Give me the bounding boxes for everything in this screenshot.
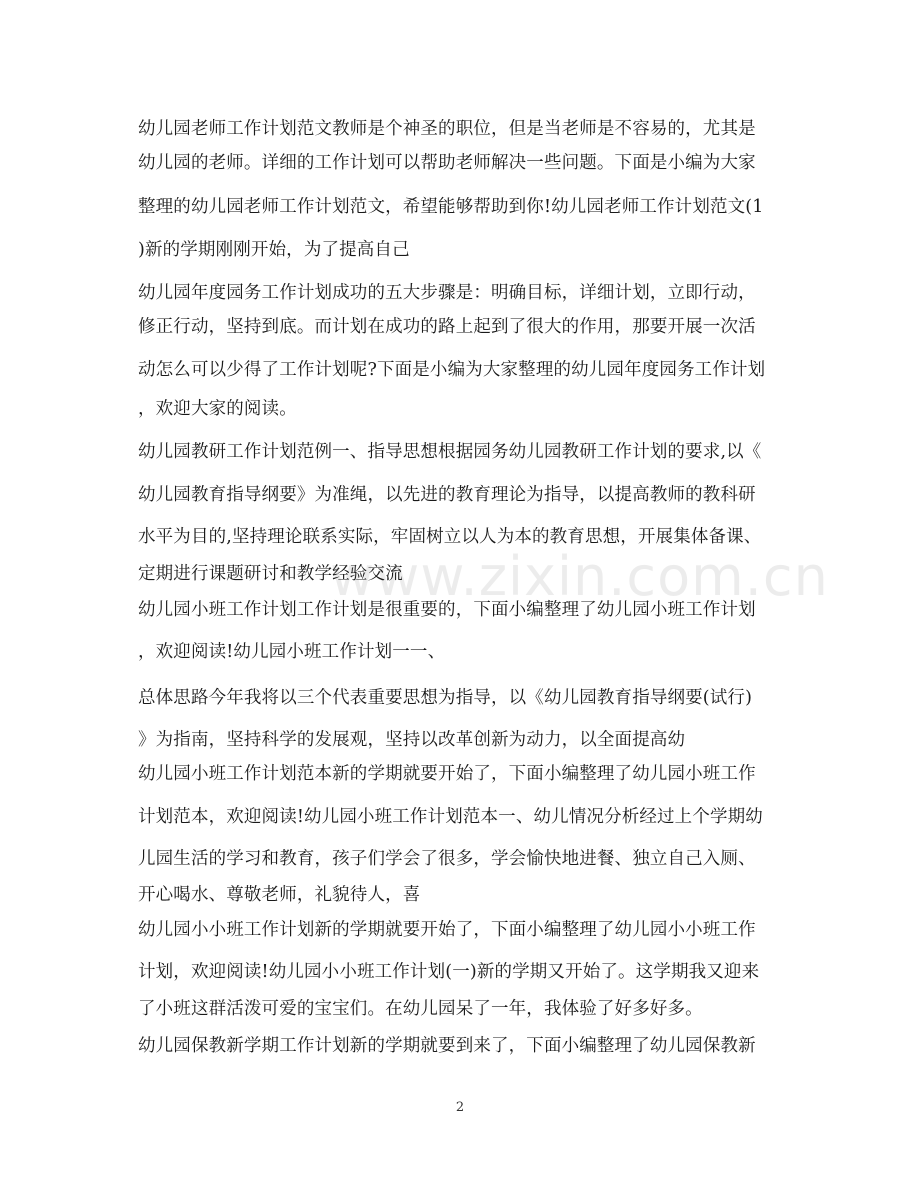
text-line: 整理的幼儿园老师工作计划范文，希望能够帮助到你!幼儿园老师工作计划范文(1 (138, 197, 764, 217)
text-line: 幼儿园老师工作计划范文教师是个神圣的职位，但是当老师是不容易的，尤其是 (138, 119, 756, 139)
text-line: 》为指南，坚持科学的发展观，坚持以改革创新为动力，以全面提高幼 (138, 730, 686, 750)
text-line: 幼儿园的老师。详细的工作计划可以帮助老师解决一些问题。下面是小编为大家 (138, 153, 756, 173)
text-line: 幼儿园教育指导纲要》为准绳，以先进的教育理论为指导，以提高教师的教科研 (138, 485, 756, 505)
text-line: )新的学期刚刚开始，为了提高自己 (138, 240, 410, 260)
text-line: 修正行动，坚持到底。而计划在成功的路上起到了很大的作用，那要开展一次活 (138, 317, 756, 337)
text-line: 儿园生活的学习和教育，孩子们学会了很多，学会愉快地进餐、独立自己入厕、 (138, 849, 756, 869)
text-line: 开心喝水、尊敬老师，礼貌待人，喜 (138, 885, 421, 905)
text-line: 计划范本，欢迎阅读!幼儿园小班工作计划范本一、幼儿情况分析经过上个学期幼 (138, 807, 763, 827)
text-line: 幼儿园小班工作计划工作计划是很重要的，下面小编整理了幼儿园小班工作计划 (138, 600, 756, 620)
text-line: 水平为目的,坚持理论联系实际，牢固树立以人为本的教育思想，开展集体备课、 (138, 527, 762, 547)
text-line: 幼儿园教研工作计划范例一、指导思想根据园务幼儿园教研工作计划的要求,以《 (138, 442, 762, 462)
text-line: 动怎么可以少得了工作计划呢?下面是小编为大家整理的幼儿园年度园务工作计划 (138, 360, 766, 380)
text-line: 幼儿园年度园务工作计划成功的五大步骤是：明确目标，详细计划，立即行动， (138, 283, 756, 303)
text-line: 定期进行课题研讨和教学经验交流 (138, 564, 403, 584)
text-line: 幼儿园小小班工作计划新的学期就要开始了，下面小编整理了幼儿园小小班工作 (138, 920, 756, 940)
text-line: 计划，欢迎阅读!幼儿园小小班工作计划(一)新的学期又开始了。这学期我又迎来 (138, 962, 760, 982)
text-line: ，欢迎大家的阅读。 (138, 399, 297, 419)
page-number: 2 (455, 1100, 465, 1115)
text-line: ，欢迎阅读!幼儿园小班工作计划一一、 (138, 642, 446, 662)
text-line: 幼儿园保教新学期工作计划新的学期就要到来了，下面小编整理了幼儿园保教新 (138, 1036, 756, 1056)
text-line: 了小班这群活泼可爱的宝宝们。在幼儿园呆了一年，我体验了好多好多。 (138, 999, 703, 1019)
text-line: 总体思路今年我将以三个代表重要思想为指导，以《幼儿园教育指导纲要(试行) (138, 688, 753, 708)
text-line: 幼儿园小班工作计划范本新的学期就要开始了，下面小编整理了幼儿园小班工作 (138, 764, 756, 784)
watermark: www.zixin.com.cn (330, 545, 829, 608)
